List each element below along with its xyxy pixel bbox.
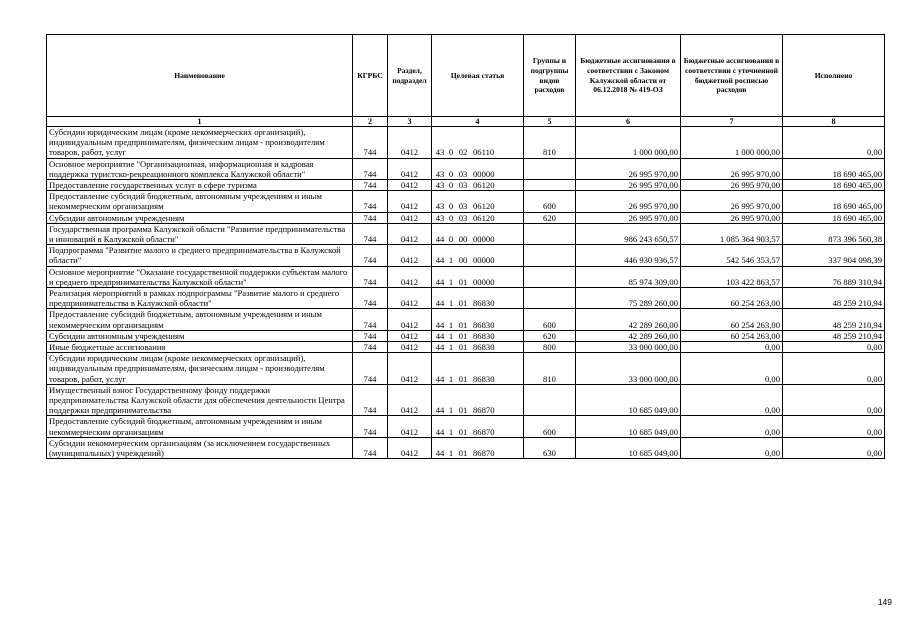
row-group: [524, 288, 576, 309]
target-code-part: 86870: [473, 426, 495, 437]
table-row: [47, 330, 885, 341]
row-executed: 18 690 465,00: [783, 180, 885, 191]
row-budget-law: 85 974 309,00: [576, 266, 681, 287]
target-code-part: 00000: [473, 168, 495, 179]
row-name: Государственная программа Калужской области "Развитие предпринимательства и инноваций в Калужской области": [47, 223, 353, 244]
target-code-part: 0: [448, 234, 454, 245]
row-kgrbs: 744: [353, 342, 388, 353]
target-code-part: 01: [458, 330, 468, 341]
header-budget-law: Бюджетные ассигнования в соответствии с Законом Калужской области от 06.12.2018 № 419-ОЗ: [576, 35, 681, 117]
row-group: [524, 266, 576, 287]
row-group: 600: [524, 416, 576, 437]
target-code-part: 00000: [473, 255, 495, 266]
row-executed: 0,00: [783, 416, 885, 437]
row-budget-refined: 60 254 263,00: [681, 330, 783, 341]
row-group: [524, 223, 576, 244]
row-budget-refined: 0,00: [681, 342, 783, 353]
row-name: Предоставление государственных услуг в сфере туризма: [47, 180, 353, 191]
row-executed: 48 259 210,94: [783, 288, 885, 309]
header-target: Целевая статья: [432, 35, 524, 117]
target-code-part: 02: [458, 147, 468, 158]
row-target-code: [432, 191, 524, 212]
row-budget-law: 26 995 970,00: [576, 180, 681, 191]
row-target-code: [432, 288, 524, 309]
row-executed: 873 396 560,38: [783, 223, 885, 244]
row-section: 0412: [388, 437, 432, 458]
table-row: [47, 309, 885, 330]
row-name: Предоставление субсидий бюджетным, автономным учреждениям и иным некоммерческим организациям: [47, 191, 353, 212]
table-row: [47, 223, 885, 244]
row-executed: 18 690 465,00: [783, 158, 885, 179]
row-section: 0412: [388, 180, 432, 191]
target-code-part: 01: [458, 373, 468, 384]
table-row: [47, 416, 885, 437]
row-executed: 0,00: [783, 437, 885, 458]
row-name: Предоставление субсидий бюджетным, автономным учреждениям и иным некоммерческим организациям: [47, 309, 353, 330]
table-row: [47, 180, 885, 191]
target-code-part: 1: [448, 342, 454, 353]
column-number: 7: [681, 117, 783, 127]
row-name: Реализация мероприятий в рамках подпрограммы "Развитие малого и среднего предпринимательства в Калужской области": [47, 288, 353, 309]
target-code-part: 03: [458, 212, 468, 223]
column-number: 1: [47, 117, 353, 127]
row-kgrbs: 744: [353, 158, 388, 179]
row-executed: 18 690 465,00: [783, 191, 885, 212]
row-group: 620: [524, 212, 576, 223]
row-group: 810: [524, 127, 576, 159]
row-section: 0412: [388, 288, 432, 309]
target-code-part: 44: [435, 448, 445, 459]
header-kgrbs: КГРБС: [353, 35, 388, 117]
row-name: Основное мероприятие "Оказание государственной поддержки субъектам малого и среднего предпринимательства Калужской области": [47, 266, 353, 287]
row-target-code: [432, 212, 524, 223]
row-group: 600: [524, 309, 576, 330]
row-section: 0412: [388, 309, 432, 330]
row-target-code: [432, 158, 524, 179]
target-code-part: 06110: [473, 147, 495, 158]
row-budget-law: 26 995 970,00: [576, 212, 681, 223]
row-name: Иные бюджетные ассигнования: [47, 342, 353, 353]
row-name: Имущественный взнос Государственному фонду поддержки предпринимательства Калужской области для обеспечения деятельности Центра поддержки предпринимательства: [47, 384, 353, 416]
column-number: 6: [576, 117, 681, 127]
table-row: [47, 384, 885, 416]
row-budget-refined: 542 546 353,57: [681, 245, 783, 266]
header-name: Наименование: [47, 35, 353, 117]
target-code-part: 01: [458, 319, 468, 330]
target-code-part: 44: [435, 426, 445, 437]
table-row: [47, 245, 885, 266]
row-budget-refined: 0,00: [681, 353, 783, 385]
header-executed: Исполнено: [783, 35, 885, 117]
row-budget-refined: 26 995 970,00: [681, 180, 783, 191]
row-budget-refined: 0,00: [681, 384, 783, 416]
target-code-part: 44: [435, 276, 445, 287]
row-group: [524, 384, 576, 416]
target-code-part: 43: [435, 147, 445, 158]
row-kgrbs: 744: [353, 309, 388, 330]
target-code-part: 44: [435, 298, 445, 309]
target-code-part: 00000: [473, 276, 495, 287]
target-code-part: 86870: [473, 448, 495, 459]
row-executed: 337 904 098,39: [783, 245, 885, 266]
row-executed: 0,00: [783, 342, 885, 353]
target-code-part: 44: [435, 255, 445, 266]
row-budget-law: 1 000 000,00: [576, 127, 681, 159]
target-code-part: 43: [435, 180, 445, 191]
row-target-code: [432, 353, 524, 385]
target-code-part: 43: [435, 201, 445, 212]
target-code-part: 0: [448, 180, 454, 191]
row-name: Предоставление субсидий бюджетным, автономным учреждениям и иным некоммерческим организациям: [47, 416, 353, 437]
row-target-code: [432, 384, 524, 416]
target-code-part: 01: [458, 298, 468, 309]
row-budget-law: 26 995 970,00: [576, 158, 681, 179]
row-budget-law: 75 289 260,00: [576, 288, 681, 309]
target-code-part: 01: [458, 405, 468, 416]
row-group: [524, 245, 576, 266]
row-name: Субсидии автономным учреждениям: [47, 330, 353, 341]
table-row: [47, 266, 885, 287]
target-code-part: 01: [458, 276, 468, 287]
row-section: 0412: [388, 245, 432, 266]
row-kgrbs: 744: [353, 330, 388, 341]
header-row: [47, 35, 885, 117]
row-kgrbs: 744: [353, 127, 388, 159]
row-budget-refined: 60 254 263,00: [681, 288, 783, 309]
row-section: 0412: [388, 342, 432, 353]
row-executed: 76 889 310,94: [783, 266, 885, 287]
row-kgrbs: 744: [353, 288, 388, 309]
target-code-part: 0: [448, 212, 454, 223]
target-code-part: 1: [448, 255, 454, 266]
table-row: [47, 342, 885, 353]
target-code-part: 43: [435, 168, 445, 179]
target-code-part: 86830: [473, 342, 495, 353]
target-code-part: 00000: [473, 234, 495, 245]
row-budget-law: 26 995 970,00: [576, 191, 681, 212]
row-budget-law: 33 000 000,00: [576, 342, 681, 353]
row-group: 800: [524, 342, 576, 353]
target-code-part: 1: [448, 426, 454, 437]
row-budget-law: 10 685 049,00: [576, 416, 681, 437]
column-number: 8: [783, 117, 885, 127]
column-number-row: [47, 117, 885, 127]
row-section: 0412: [388, 158, 432, 179]
row-target-code: [432, 416, 524, 437]
target-code-part: 00: [458, 255, 468, 266]
target-code-part: 44: [435, 234, 445, 245]
row-executed: 0,00: [783, 127, 885, 159]
row-group: 620: [524, 330, 576, 341]
row-target-code: [432, 245, 524, 266]
table-row: [47, 288, 885, 309]
header-groups: Группы и подгруппы видов расходов: [524, 35, 576, 117]
target-code-part: 03: [458, 168, 468, 179]
target-code-part: 44: [435, 342, 445, 353]
target-code-part: 1: [448, 319, 454, 330]
page-number: 149: [877, 597, 892, 607]
row-kgrbs: 744: [353, 180, 388, 191]
row-section: 0412: [388, 353, 432, 385]
row-name: Основное мероприятие "Организационная, информационная и кадровая поддержка туристско-рекреационного комплекса Калужской области": [47, 158, 353, 179]
target-code-part: 1: [448, 276, 454, 287]
row-budget-refined: 26 995 970,00: [681, 212, 783, 223]
table-row: [47, 127, 885, 159]
column-number: 2: [353, 117, 388, 127]
target-code-part: 1: [448, 448, 454, 459]
row-target-code: [432, 223, 524, 244]
row-name: Субсидии некоммерческим организациям (за исключением государственных (муниципальных) учреждений): [47, 437, 353, 458]
row-budget-refined: 1 085 364 903,57: [681, 223, 783, 244]
target-code-part: 86830: [473, 298, 495, 309]
row-kgrbs: 744: [353, 416, 388, 437]
row-group: 810: [524, 353, 576, 385]
row-name: Субсидии автономным учреждениям: [47, 212, 353, 223]
row-budget-refined: 103 422 863,57: [681, 266, 783, 287]
row-executed: 48 259 210,94: [783, 309, 885, 330]
target-code-part: 1: [448, 298, 454, 309]
column-number: 4: [432, 117, 524, 127]
row-group: 600: [524, 191, 576, 212]
row-name: Субсидии юридическим лицам (кроме некоммерческих организаций), индивидуальным предпринимателям, физическим лицам - производителям товаров, работ, услуг: [47, 127, 353, 159]
header-budget-refined: Бюджетные ассигнования в соответствии с уточненной бюджетной росписью расходов: [681, 35, 783, 117]
target-code-part: 0: [448, 201, 454, 212]
target-code-part: 44: [435, 373, 445, 384]
budget-table: [46, 34, 885, 459]
row-budget-law: 446 930 936,57: [576, 245, 681, 266]
row-kgrbs: 744: [353, 245, 388, 266]
row-section: 0412: [388, 223, 432, 244]
row-target-code: [432, 309, 524, 330]
target-code-part: 01: [458, 448, 468, 459]
row-kgrbs: 744: [353, 384, 388, 416]
table-row: [47, 158, 885, 179]
target-code-part: 06120: [473, 212, 495, 223]
row-budget-law: 42 289 260,00: [576, 330, 681, 341]
table-body: [47, 127, 885, 459]
row-budget-refined: 26 995 970,00: [681, 158, 783, 179]
target-code-part: 44: [435, 405, 445, 416]
row-target-code: [432, 127, 524, 159]
row-budget-refined: 1 000 000,00: [681, 127, 783, 159]
row-group: [524, 158, 576, 179]
row-section: 0412: [388, 416, 432, 437]
column-number: 3: [388, 117, 432, 127]
row-name: Подпрограмма "Развитие малого и среднего предпринимательства в Калужской области": [47, 245, 353, 266]
row-budget-law: 10 685 049,00: [576, 384, 681, 416]
row-budget-refined: 60 254 263,00: [681, 309, 783, 330]
target-code-part: 43: [435, 212, 445, 223]
target-code-part: 1: [448, 330, 454, 341]
target-code-part: 44: [435, 319, 445, 330]
row-group: 630: [524, 437, 576, 458]
row-section: 0412: [388, 127, 432, 159]
row-kgrbs: 744: [353, 437, 388, 458]
row-budget-law: 986 243 650,57: [576, 223, 681, 244]
row-section: 0412: [388, 191, 432, 212]
row-budget-law: 10 685 049,00: [576, 437, 681, 458]
row-name: Субсидии юридическим лицам (кроме некоммерческих организаций), индивидуальным предпринимателям, физическим лицам - производителям товаров, работ, услуг: [47, 353, 353, 385]
target-code-part: 44: [435, 330, 445, 341]
row-kgrbs: 744: [353, 212, 388, 223]
row-target-code: [432, 437, 524, 458]
row-budget-refined: 0,00: [681, 416, 783, 437]
row-target-code: [432, 180, 524, 191]
target-code-part: 0: [448, 168, 454, 179]
row-target-code: [432, 330, 524, 341]
table-row: [47, 437, 885, 458]
target-code-part: 00: [458, 234, 468, 245]
row-section: 0412: [388, 384, 432, 416]
table-row: [47, 191, 885, 212]
row-section: 0412: [388, 266, 432, 287]
row-budget-law: 33 000 000,00: [576, 353, 681, 385]
row-target-code: [432, 266, 524, 287]
target-code-part: 03: [458, 180, 468, 191]
target-code-part: 01: [458, 426, 468, 437]
row-budget-law: 42 289 260,00: [576, 309, 681, 330]
row-budget-refined: 26 995 970,00: [681, 191, 783, 212]
row-kgrbs: 744: [353, 191, 388, 212]
row-executed: 0,00: [783, 353, 885, 385]
row-budget-refined: 0,00: [681, 437, 783, 458]
target-code-part: 86830: [473, 373, 495, 384]
row-section: 0412: [388, 212, 432, 223]
table-row: [47, 212, 885, 223]
target-code-part: 06120: [473, 180, 495, 191]
target-code-part: 86830: [473, 319, 495, 330]
row-executed: 0,00: [783, 384, 885, 416]
row-executed: 18 690 465,00: [783, 212, 885, 223]
target-code-part: 01: [458, 342, 468, 353]
target-code-part: 0: [448, 147, 454, 158]
table-row: [47, 353, 885, 385]
target-code-part: 06120: [473, 201, 495, 212]
target-code-part: 1: [448, 405, 454, 416]
column-number: 5: [524, 117, 576, 127]
target-code-part: 1: [448, 373, 454, 384]
row-group: [524, 180, 576, 191]
target-code-part: 86830: [473, 330, 495, 341]
header-section: Раздел, подраздел: [388, 35, 432, 117]
target-code-part: 03: [458, 201, 468, 212]
row-kgrbs: 744: [353, 353, 388, 385]
row-executed: 48 259 210,94: [783, 330, 885, 341]
row-target-code: [432, 342, 524, 353]
target-code-part: 86870: [473, 405, 495, 416]
row-kgrbs: 744: [353, 223, 388, 244]
row-kgrbs: 744: [353, 266, 388, 287]
row-section: 0412: [388, 330, 432, 341]
